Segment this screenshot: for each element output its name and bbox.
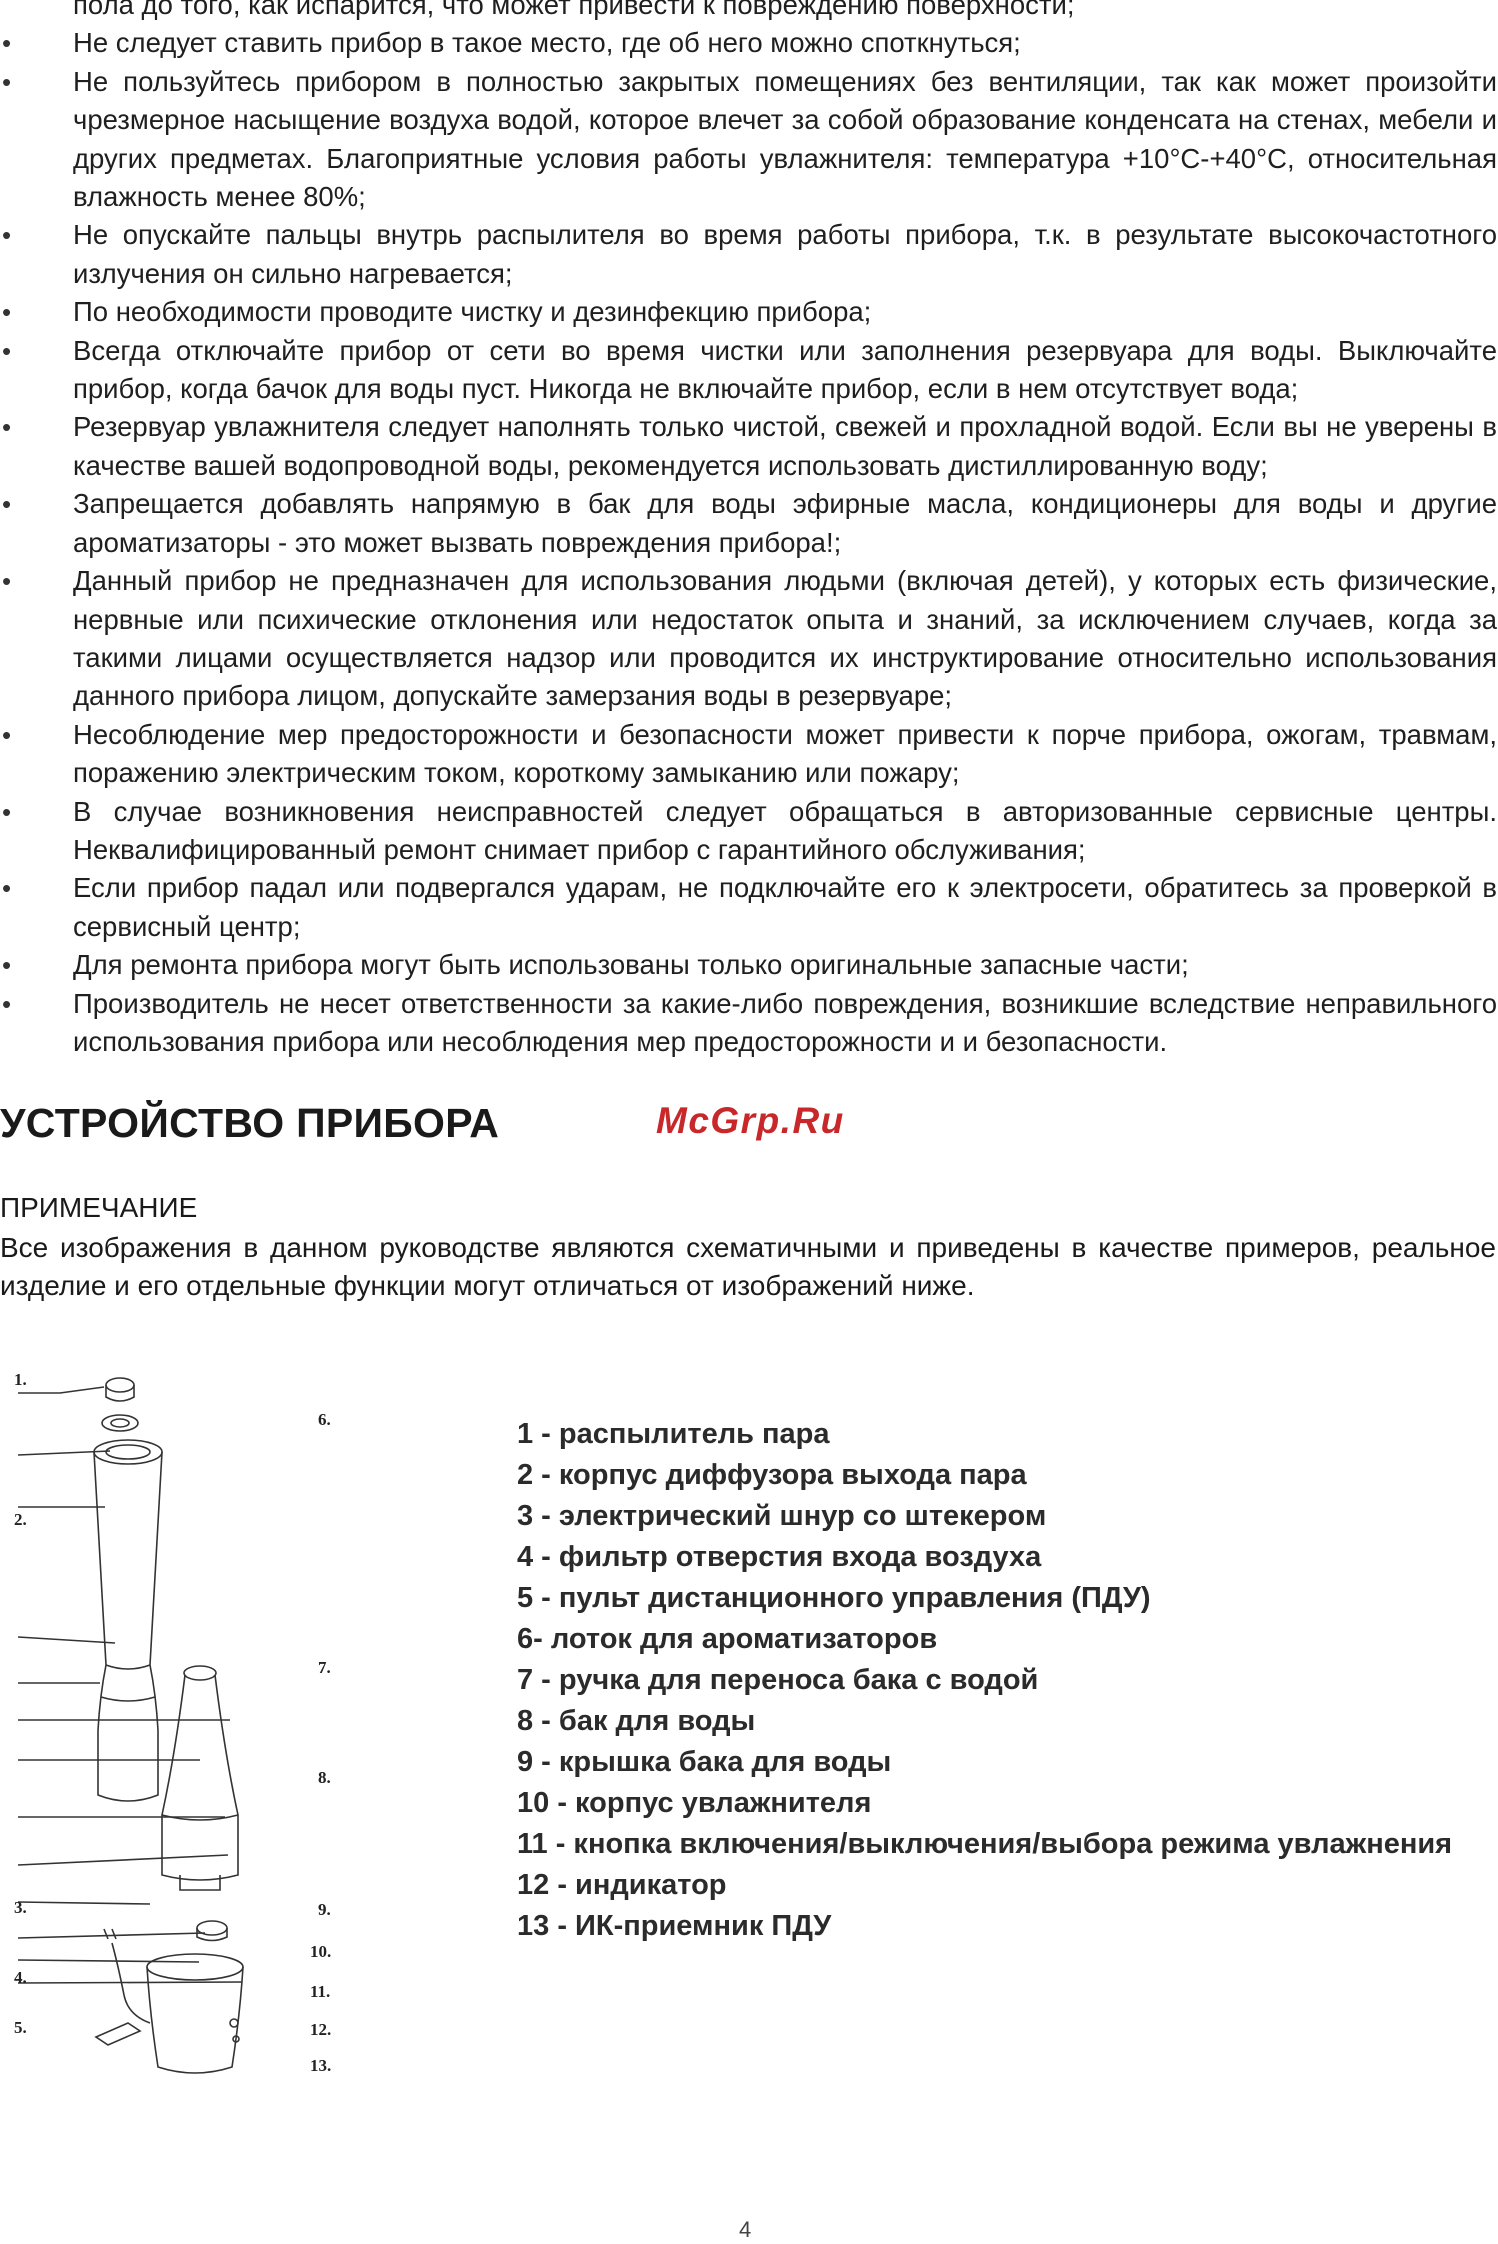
bullet-marker: •: [2, 719, 12, 750]
bullet-marker: •: [2, 66, 12, 97]
safety-item: [0, 293, 1497, 331]
bullet-marker: •: [2, 950, 12, 981]
parts-legend-item: 11 - кнопка включения/выключения/выбора режима увлажнения: [517, 1828, 1453, 1860]
diagram-label: 13.: [310, 2056, 332, 2075]
tank-handle: [184, 1666, 216, 1680]
bullet-marker: •: [2, 566, 12, 597]
diffuser-body: [94, 1452, 162, 1801]
diagram-label: 6.: [318, 1410, 331, 1429]
safety-item-text: Данный прибор не предназначен для использования людьми (включая детей), у которых есть физические, нервные или психические отклонения или недостаток опыта и знаний, за исключением случаев, когда за такими лицами осуществляется надзор или проводится их инструктирование относительно использования данного прибора лицом, допускайте замерзания воды в резервуаре;: [73, 565, 1497, 712]
diagram-label: 1.: [14, 1370, 27, 1389]
diagram-label: 2.: [14, 1510, 27, 1529]
parts-legend-item: 9 - крышка бака для воды: [517, 1746, 892, 1778]
bullet-marker: •: [2, 873, 12, 904]
power-button: [230, 2019, 238, 2027]
bullet-marker: •: [2, 489, 12, 520]
bullet-marker: •: [2, 796, 12, 827]
safety-item: [0, 562, 1497, 716]
safety-item-text: Всегда отключайте прибор от сети во время чистки или заполнения резервуара для воды. Выключайте прибор, когда бачок для воды пуст. Никогда не включайте прибор, если в нем отсутствует вода;: [73, 334, 1497, 405]
atomizer-cap: [106, 1378, 134, 1392]
safety-item: [0, 716, 1497, 793]
section-title: УСТРОЙСТВО ПРИБОРА: [0, 1100, 500, 1146]
diagram-label: 10.: [310, 1942, 332, 1961]
diagram-label: 4.: [14, 1968, 27, 1987]
safety-item-text: Не следует ставить прибор в такое место, где об него можно споткнуться;: [73, 27, 1021, 59]
diagram-label: 8.: [318, 1768, 331, 1787]
safety-item-text: пола до того, как испарится, что может привести к повреждению поверхности;: [73, 0, 1075, 20]
water-tank: [162, 1675, 238, 1880]
remote-control: [96, 2023, 140, 2045]
bullet-marker: •: [2, 335, 12, 366]
safety-item: [0, 63, 1497, 217]
page-number: 4: [739, 2217, 752, 2242]
safety-item: [0, 24, 1497, 62]
safety-item-text: Несоблюдение мер предосторожности и безопасности может привести к порче прибора, ожогам, травмам, поражению электрическим током, короткому замыканию или пожару;: [73, 718, 1497, 789]
safety-item-text: Запрещается добавлять напрямую в бак для воды эфирные масла, кондиционеры для воды и другие ароматизаторы - это может вызвать повреждения прибора!;: [73, 488, 1497, 558]
diagram-label: 11.: [310, 1982, 331, 2001]
bullet-marker: •: [2, 220, 12, 251]
atomizer-body: [106, 1385, 134, 1401]
safety-item-text: Производитель не несет ответственности за какие-либо повреждения, возникшие вследствие неправильного использования прибора или несоблюдения мер предосторожности и и безопасности.: [73, 987, 1497, 1057]
safety-item: [0, 985, 1497, 1062]
parts-legend-item: 4 - фильтр отверстия входа воздуха: [517, 1541, 1042, 1573]
safety-item-text: Не пользуйтесь прибором в полностью закрытых помещениях без вентиляции, так как может произойти чрезмерное насыщение воздуха водой, которое влечет за собой образование конденсата на стенах, мебели и других предметах. Благоприятные условия работы увлажнителя: температура +10°С-+40°С, относительная влажность менее 80%;: [73, 65, 1497, 213]
parts-legend-item: 10 - корпус увлажнителя: [517, 1787, 872, 1819]
safety-item: [0, 946, 1497, 984]
safety-item-text: Резервуар увлажнителя следует наполнять только чистой, свежей и прохладной водой. Если вы не уверены в качестве вашей водопроводной воды, рекомендуется использовать дистиллированную воду;: [73, 411, 1497, 481]
safety-item: [0, 216, 1497, 293]
bullet-marker: •: [2, 412, 12, 443]
safety-item-text: Для ремонта прибора могут быть использованы только оригинальные запасные части;: [73, 949, 1189, 981]
parts-legend-item: 8 - бак для воды: [517, 1705, 756, 1737]
parts-legend-item: 5 - пульт дистанционного управления (ПДУ): [517, 1582, 1151, 1614]
safety-item-text: Если прибор падал или подвергался ударам, не подключайте его к электросети, обратитесь за проверкой в сервисный центр;: [73, 872, 1497, 942]
safety-list: [0, 0, 1498, 1061]
parts-legend-item: 3 - электрический шнур со штекером: [517, 1500, 1047, 1532]
note-text: Все изображения в данном руководстве являются схематичными и приведены в качестве примеров, реальное изделие и его отдельные функции могут отличаться от изображений ниже.: [0, 1232, 1496, 1301]
parts-legend-item: 13 - ИК-приемник ПДУ: [517, 1910, 832, 1942]
parts-legend: [517, 1414, 1452, 1947]
parts-legend-item: 1 - распылитель пара: [517, 1418, 830, 1450]
parts-legend-item: 7 - ручка для переноса бака с водой: [517, 1664, 1039, 1696]
safety-item: [0, 485, 1497, 562]
diagram-label: 5.: [14, 2018, 27, 2037]
safety-item-text: В случае возникновения неисправностей следует обращаться в авторизованные сервисные центры. Неквалифицированный ремонт снимает прибор с гарантийного обслуживания;: [73, 795, 1497, 865]
bullet-marker: •: [2, 988, 12, 1019]
bullet-marker: •: [2, 28, 12, 59]
device-diagram: [0, 1355, 380, 2075]
bullet-marker: •: [2, 297, 12, 328]
parts-legend-item: 12 - индикатор: [517, 1869, 727, 1901]
diagram-label: 7.: [318, 1658, 331, 1677]
parts-legend-item: 6- лоток для ароматизаторов: [517, 1623, 938, 1655]
aroma-tray: [102, 1415, 138, 1431]
safety-item-text: По необходимости проводите чистку и дезинфекцию прибора;: [73, 296, 872, 328]
parts-legend-item: 2 - корпус диффузора выхода пара: [517, 1459, 1027, 1491]
watermark-link[interactable]: McGrp.Ru: [656, 1100, 845, 1141]
safety-item-text: Не опускайте пальцы внутрь распылителя во время работы прибора, т.к. в результате высокочастотного излучения он сильно нагревается;: [73, 219, 1497, 289]
safety-item: [0, 332, 1497, 409]
diagram-label: 3.: [14, 1898, 27, 1917]
safety-item: [0, 0, 1497, 24]
safety-item: [0, 869, 1497, 946]
diagram-label: 12.: [310, 2020, 332, 2039]
humidifier-base-top: [147, 1954, 243, 1980]
safety-item: [0, 793, 1497, 870]
diagram-label: 9.: [318, 1900, 331, 1919]
note-label: ПРИМЕЧАНИЕ: [0, 1192, 198, 1223]
safety-item: [0, 408, 1497, 485]
